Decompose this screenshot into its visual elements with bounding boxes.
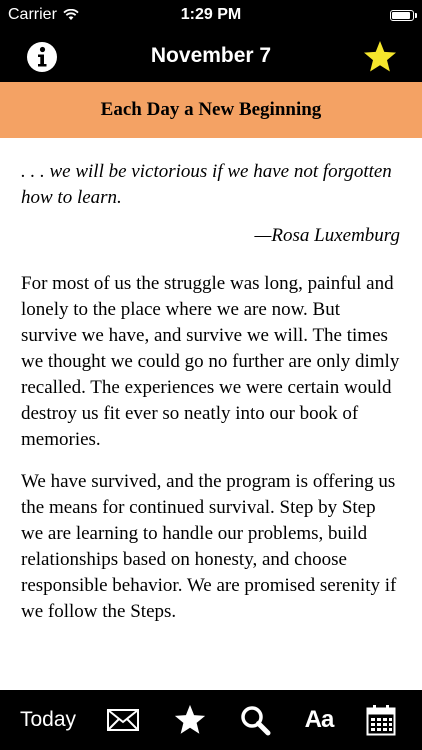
book-header bbox=[0, 82, 422, 138]
envelope-icon bbox=[107, 709, 139, 731]
search-icon bbox=[239, 704, 271, 736]
paragraph: For most of us the struggle was long, painful and lonely to the place where we are now. But survive we have, and survive we will. The times we thought we could go no further are only dimly recalled. The experiences we were certain would destroy us fit ever so neatly into our book of memories. bbox=[21, 273, 400, 450]
tab-bar bbox=[0, 690, 422, 750]
star-icon bbox=[362, 39, 398, 75]
calendar-icon bbox=[366, 704, 396, 736]
status-left bbox=[8, 6, 79, 24]
font-size-button[interactable] bbox=[296, 690, 342, 750]
search-button[interactable] bbox=[232, 690, 278, 750]
carrier-label: Carrier bbox=[8, 6, 57, 23]
today-button[interactable] bbox=[6, 690, 90, 750]
status-bar bbox=[0, 0, 422, 30]
info-button[interactable] bbox=[26, 41, 58, 73]
share-email-button[interactable] bbox=[100, 690, 146, 750]
page-title: November 7 bbox=[150, 44, 272, 67]
favorite-button[interactable] bbox=[362, 39, 398, 75]
daily-quote: . . . we will be victorious if we have not forgotten how to learn. bbox=[21, 161, 392, 208]
quote-author: —Rosa Luxemburg bbox=[254, 225, 400, 246]
paragraph: We have survived, and the program is offering us the means for continued survival. Step by Step we are learning to handle our problems, build relationships based on honesty, and choose responsible behavior. We are promised serenity if we follow the Steps. bbox=[21, 471, 397, 622]
info-icon bbox=[26, 41, 58, 73]
reading-content[interactable] bbox=[0, 138, 422, 690]
font-size-icon: Aa bbox=[304, 706, 334, 733]
status-time: 1:29 PM bbox=[180, 6, 242, 23]
calendar-button[interactable] bbox=[358, 690, 404, 750]
book-title: Each Day a New Beginning bbox=[100, 99, 322, 120]
star-icon bbox=[173, 703, 207, 737]
wifi-icon bbox=[63, 9, 79, 21]
battery-icon bbox=[390, 10, 414, 21]
nav-bar bbox=[0, 30, 422, 82]
favorites-tab-button[interactable] bbox=[166, 690, 214, 750]
today-label: Today bbox=[19, 708, 77, 731]
